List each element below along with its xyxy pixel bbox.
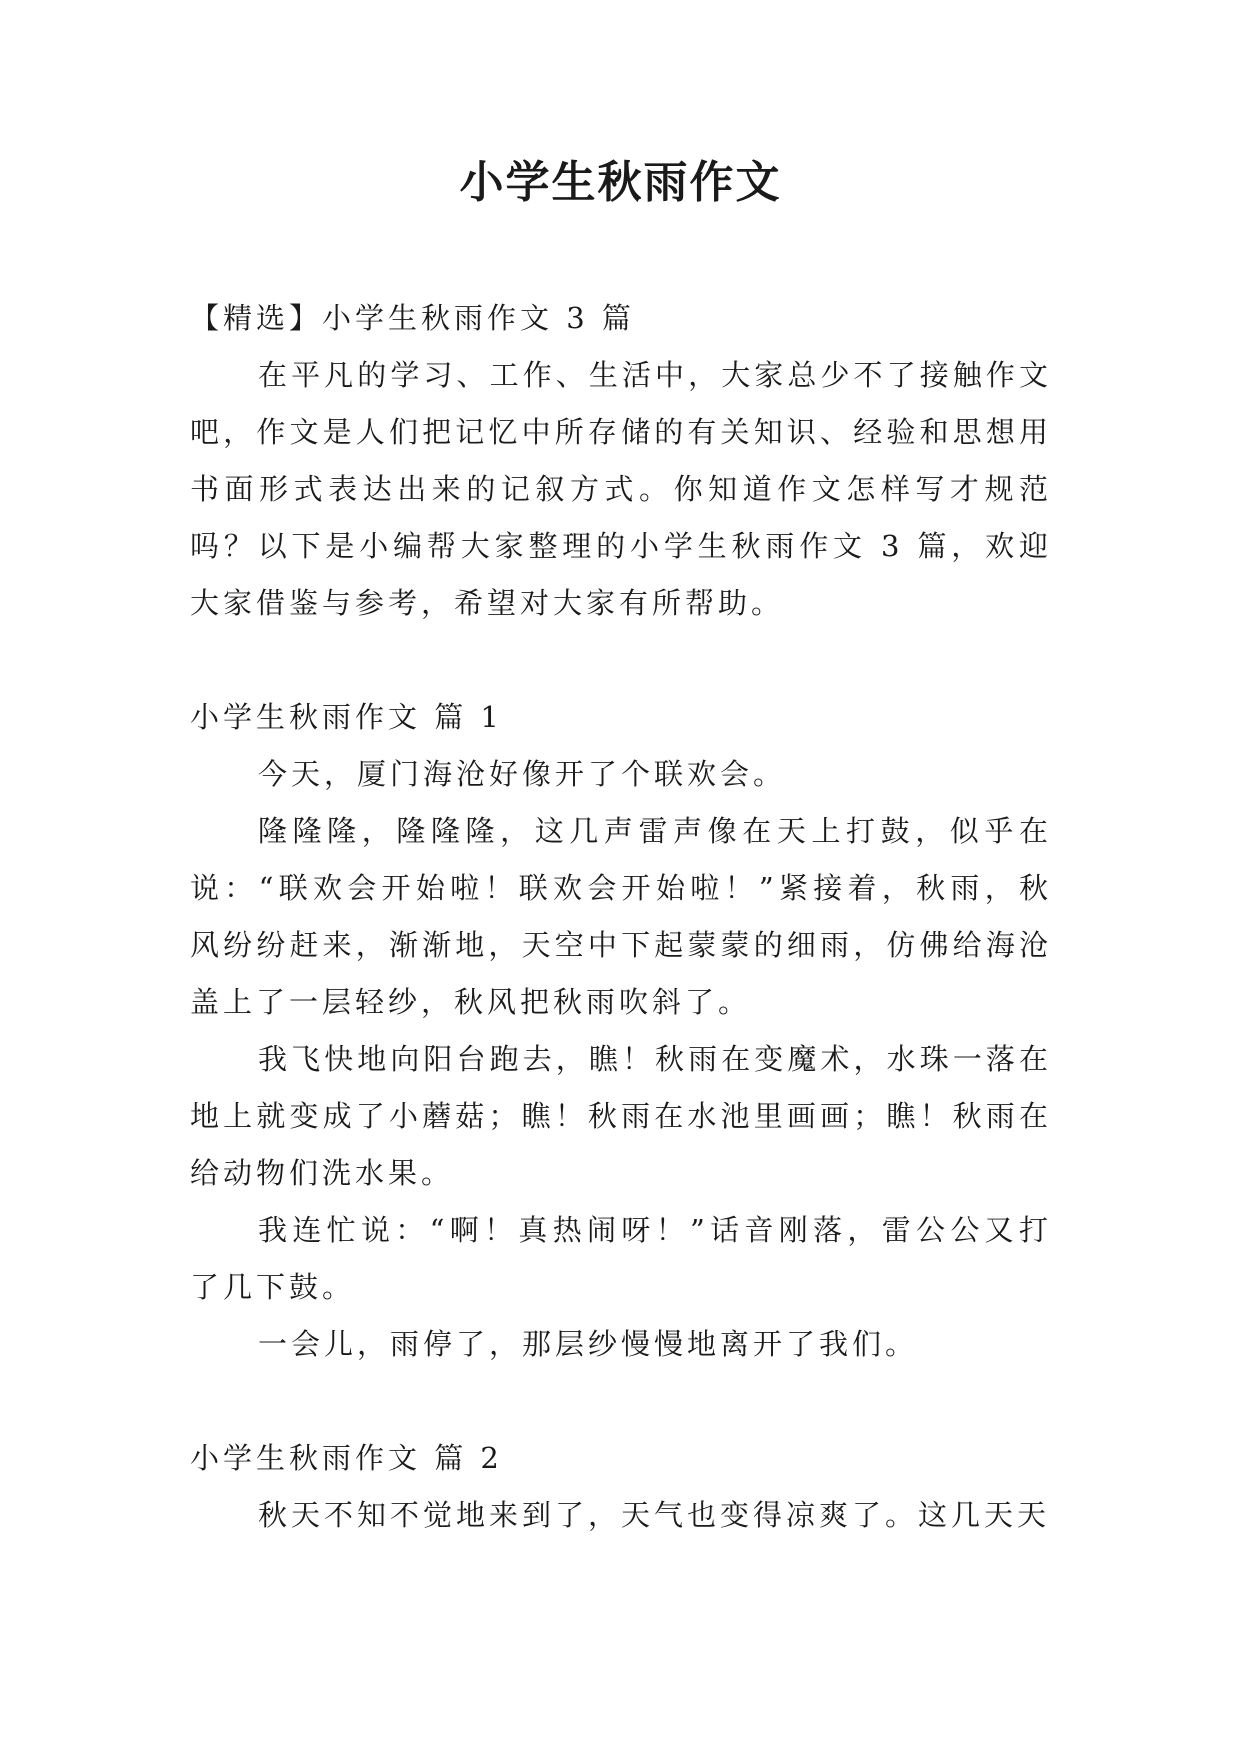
document-subtitle: 【精选】小学生秋雨作文 3 篇 (190, 301, 635, 335)
section-1-paragraph: 我飞快地向阳台跑去，瞧！秋雨在变魔术，水珠一落在地上就变成了小蘑菇；瞧！秋雨在水池里画画；瞧！秋雨在给动物们洗水果。 (190, 1042, 1052, 1190)
section-2-heading: 小学生秋雨作文 篇 2 (190, 1441, 503, 1475)
document-title: 小学生秋雨作文 (459, 157, 782, 208)
section-1-paragraph: 我连忙说：“啊！真热闹呀！”话音刚落，雷公公又打了几下鼓。 (190, 1213, 1052, 1304)
section-1-paragraph: 一会儿，雨停了，那层纱慢慢地离开了我们。 (258, 1327, 919, 1361)
intro-paragraph: 在平凡的学习、工作、生活中，大家总少不了接触作文吧，作文是人们把记忆中所存储的有关知识、经验和思想用书面形式表达出来的记叙方式。你知道作文怎样写才规范吗？以下是小编帮大家整理的小学生秋雨作文 3 篇，欢迎大家借鉴与参考，希望对大家有所帮助。 (190, 358, 1052, 620)
document-body (190, 290, 1052, 1544)
section-2-paragraph: 秋天不知不觉地来到了，天气也变得凉爽了。这几天天 (258, 1498, 1051, 1532)
section-1-paragraph: 隆隆隆，隆隆隆，这几声雷声像在天上打鼓，似乎在说：“联欢会开始啦！联欢会开始啦！”紧接着，秋雨，秋风纷纷赶来，渐渐地，天空中下起蒙蒙的细雨，仿佛给海沧盖上了一层轻纱，秋风把秋雨吹斜了。 (190, 814, 1052, 1019)
section-1-paragraph: 今天，厦门海沧好像开了个联欢会。 (258, 757, 787, 791)
section-1-heading: 小学生秋雨作文 篇 1 (190, 700, 503, 734)
